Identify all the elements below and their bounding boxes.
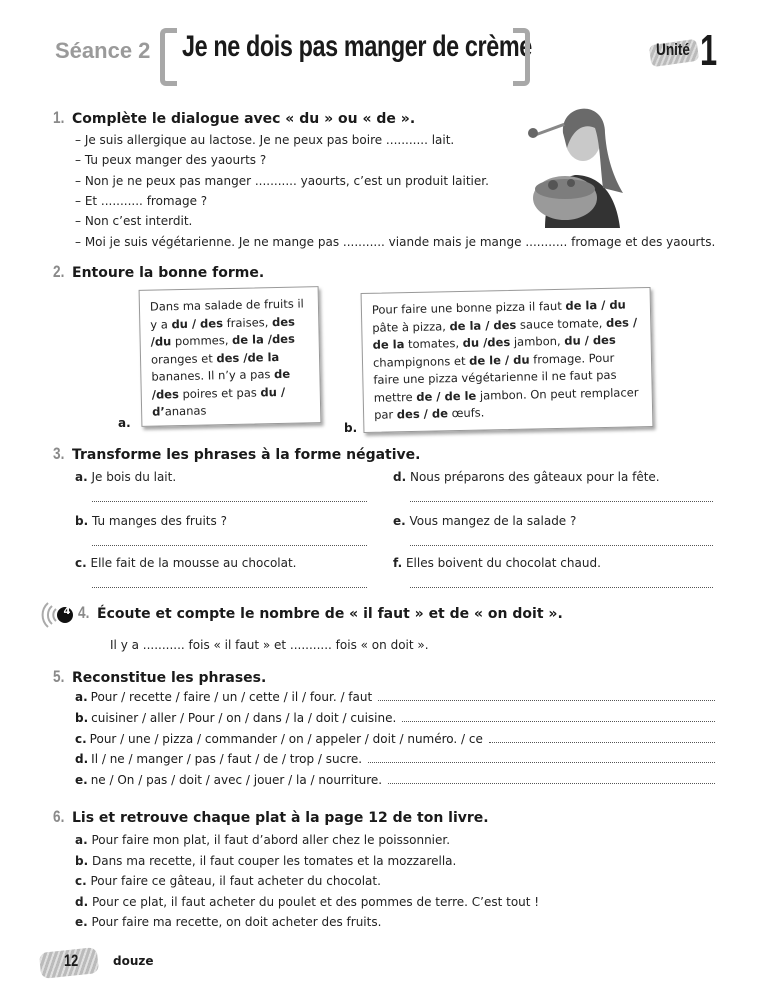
dialogue-line: – Je suis allergique au lactose. Je ne peux pas boire ........... lait. bbox=[75, 133, 455, 147]
choice-option: du / des bbox=[564, 332, 616, 348]
item-text: Pour faire ce gâteau, il faut acheter du chocolat. bbox=[90, 874, 381, 889]
exercise-number: 4. bbox=[78, 603, 90, 622]
note-text: jambon, bbox=[510, 333, 565, 349]
note-text: Pour faire une bonne pizza il faut bbox=[371, 298, 566, 317]
sentence-item bbox=[75, 470, 176, 484]
item-letter: c. bbox=[75, 731, 87, 746]
item-text: Tu manges des fruits ? bbox=[91, 514, 227, 528]
item-text: Pour faire mon plat, il faut d’abord aller chez le poissonnier. bbox=[91, 833, 451, 847]
item-letter: a. bbox=[75, 470, 88, 484]
unit-label: Unité bbox=[656, 40, 690, 59]
answer-line[interactable] bbox=[410, 586, 713, 588]
unit-badge bbox=[650, 28, 720, 74]
answer-line[interactable] bbox=[92, 586, 367, 588]
note-text: pommes, bbox=[171, 332, 233, 349]
answer-line[interactable] bbox=[388, 783, 715, 784]
exercise-number: 5. bbox=[53, 667, 65, 686]
reconstruct-item bbox=[75, 752, 715, 766]
exercise-title: Transforme les phrases à la forme négative. bbox=[72, 447, 421, 463]
reconstruct-item bbox=[75, 773, 715, 787]
sentence-item bbox=[393, 470, 660, 484]
dialogue-line: – Tu peux manger des yaourts ? bbox=[75, 153, 267, 168]
exercise-4-line: Il y a ........... fois « il faut » et ........... fois « on doit ». bbox=[110, 638, 429, 652]
item-text: Je bois du lait. bbox=[91, 470, 177, 484]
note-label-a: a. bbox=[118, 416, 131, 430]
item-letter: a. bbox=[75, 833, 88, 847]
sentence-item bbox=[75, 556, 297, 570]
item-letter: d. bbox=[75, 894, 89, 909]
answer-line[interactable] bbox=[402, 721, 715, 722]
title-bracket-left bbox=[160, 28, 177, 86]
exercise-5-heading bbox=[53, 667, 266, 687]
item-text: Vous mangez de la salade ? bbox=[409, 514, 577, 528]
exercise-2-heading bbox=[53, 262, 264, 282]
dialogue-line: – Non je ne peux pas manger ........... yaourts, c’est un produit laitier. bbox=[75, 173, 489, 188]
note-text: sauce tomate, bbox=[516, 315, 607, 332]
item-letter: b. bbox=[75, 710, 89, 725]
answer-line[interactable] bbox=[368, 762, 715, 763]
note-text: bananes. Il n’y a pas bbox=[151, 367, 275, 384]
note-text: œufs. bbox=[447, 405, 485, 421]
dialogue-line: – Non c’est interdit. bbox=[75, 214, 193, 229]
item-text: Dans ma recette, il faut couper les tomates et la mozzarella. bbox=[91, 853, 457, 868]
item-text: ne / On / pas / doit / avec / jouer / la / nourriture. bbox=[90, 773, 383, 788]
exercise-number: 2. bbox=[53, 262, 65, 281]
page-title: Je ne dois pas manger de crème bbox=[182, 30, 532, 63]
note-text: oranges et bbox=[150, 350, 217, 367]
choice-option: des / de la bbox=[372, 314, 638, 352]
choice-option: du / d’ bbox=[151, 384, 286, 419]
reading-item bbox=[75, 874, 381, 888]
exercise-number: 1. bbox=[53, 108, 65, 127]
exercise-number: 6. bbox=[53, 807, 65, 826]
reading-item bbox=[75, 895, 539, 909]
session-label: Séance 2 bbox=[55, 38, 151, 63]
page-number: 12 bbox=[64, 951, 79, 970]
reading-item bbox=[75, 854, 456, 868]
exercise-6-heading bbox=[53, 807, 489, 827]
item-letter: d. bbox=[393, 470, 407, 484]
note-text: pâte à pizza, bbox=[372, 318, 450, 335]
choice-option: du / des bbox=[171, 315, 224, 331]
note-text: champignons et bbox=[372, 353, 470, 370]
reconstruct-item bbox=[75, 690, 715, 704]
exercise-1-heading bbox=[53, 108, 415, 128]
sentence-item bbox=[393, 514, 576, 528]
item-letter: b. bbox=[75, 514, 89, 528]
item-text: cuisiner / aller / Pour / on / dans / la / doit / cuisine. bbox=[91, 710, 397, 725]
answer-line[interactable] bbox=[410, 500, 713, 502]
choice-option: des / de bbox=[396, 406, 449, 422]
item-text: Pour faire ma recette, on doit acheter des fruits. bbox=[91, 915, 382, 930]
item-text: Elles boivent du chocolat chaud. bbox=[405, 556, 601, 570]
exercise-title: Complète le dialogue avec « du » ou « de ». bbox=[72, 111, 416, 127]
title-bracket-right bbox=[513, 28, 530, 86]
sentence-item bbox=[75, 514, 227, 528]
note-text: tomates, bbox=[404, 335, 463, 352]
choice-option: des /du bbox=[150, 314, 296, 349]
item-letter: e. bbox=[393, 514, 406, 528]
answer-line[interactable] bbox=[92, 544, 367, 546]
note-text: fraises, bbox=[222, 314, 273, 330]
item-letter: d. bbox=[75, 752, 89, 767]
item-letter: c. bbox=[75, 874, 87, 889]
item-text: Il / ne / manger / pas / faut / de / trop / sucre. bbox=[91, 752, 363, 767]
choice-option: de / de le bbox=[416, 388, 477, 404]
exercise-title: Entoure la bonne forme. bbox=[72, 265, 265, 281]
exercise-title: Lis et retrouve chaque plat à la page 12 de ton livre. bbox=[72, 810, 489, 826]
exercise-4-heading bbox=[78, 603, 563, 623]
choice-option: de la / du bbox=[565, 297, 626, 313]
item-letter: e. bbox=[75, 773, 88, 788]
item-letter: a. bbox=[75, 690, 88, 704]
item-letter: f. bbox=[393, 556, 403, 570]
reading-item bbox=[75, 833, 450, 847]
exercise-number: 3. bbox=[53, 444, 65, 463]
reading-item bbox=[75, 915, 381, 929]
note-card-b bbox=[361, 287, 654, 433]
exercise-3-heading bbox=[53, 444, 420, 464]
item-text: Elle fait de la mousse au chocolat. bbox=[90, 556, 297, 570]
item-letter: e. bbox=[75, 915, 88, 930]
dialogue-line: – Et ........... fromage ? bbox=[75, 193, 208, 208]
answer-line[interactable] bbox=[489, 742, 715, 743]
note-text: jambon. On peut remplacer par bbox=[373, 384, 639, 422]
reconstruct-item bbox=[75, 732, 715, 746]
answer-line[interactable] bbox=[92, 500, 367, 502]
reconstruct-item bbox=[75, 711, 715, 725]
note-card-a bbox=[139, 286, 322, 427]
note-text: ananas bbox=[164, 403, 207, 419]
choice-option: de le / du bbox=[469, 352, 530, 368]
choice-option: de la /des bbox=[231, 331, 296, 347]
answer-line[interactable] bbox=[410, 544, 713, 546]
item-letter: c. bbox=[75, 556, 87, 570]
unit-number: 1 bbox=[700, 26, 718, 75]
audio-track-number: 4 bbox=[63, 606, 71, 617]
note-text: Dans ma salade de fruits il y a bbox=[149, 296, 304, 332]
sentence-item bbox=[393, 556, 601, 570]
answer-line[interactable] bbox=[378, 700, 715, 701]
page-number-word: douze bbox=[113, 954, 154, 968]
dialogue-line: – Moi je suis végétarienne. Je ne mange pas ........... viande mais je mange ........... fromage et des yaourts. bbox=[75, 234, 716, 249]
choice-option: de /des bbox=[151, 366, 291, 402]
item-text: Pour / une / pizza / commander / on / appeler / doit / numéro. / ce bbox=[89, 731, 483, 746]
note-text: poires et pas bbox=[178, 384, 261, 401]
note-label-b: b. bbox=[344, 421, 358, 435]
choice-option: des /de la bbox=[216, 349, 280, 365]
choice-option: de la / des bbox=[449, 317, 517, 333]
item-text: Nous préparons des gâteaux pour la fête. bbox=[409, 470, 660, 484]
exercise-title: Écoute et compte le nombre de « il faut » et de « on doit ». bbox=[97, 606, 563, 622]
exercise-title: Reconstitue les phrases. bbox=[72, 670, 267, 686]
item-text: Pour / recette / faire / un / cette / il / four. / faut bbox=[90, 690, 373, 704]
note-text: fromage. Pour faire une pizza végétarienne il ne faut pas mettre bbox=[373, 350, 617, 405]
item-letter: b. bbox=[75, 853, 89, 868]
woman-eating-salad-photo bbox=[505, 93, 645, 228]
item-text: Pour ce plat, il faut acheter du poulet et des pommes de terre. C’est tout ! bbox=[91, 894, 540, 909]
choice-option: du /des bbox=[462, 334, 511, 350]
